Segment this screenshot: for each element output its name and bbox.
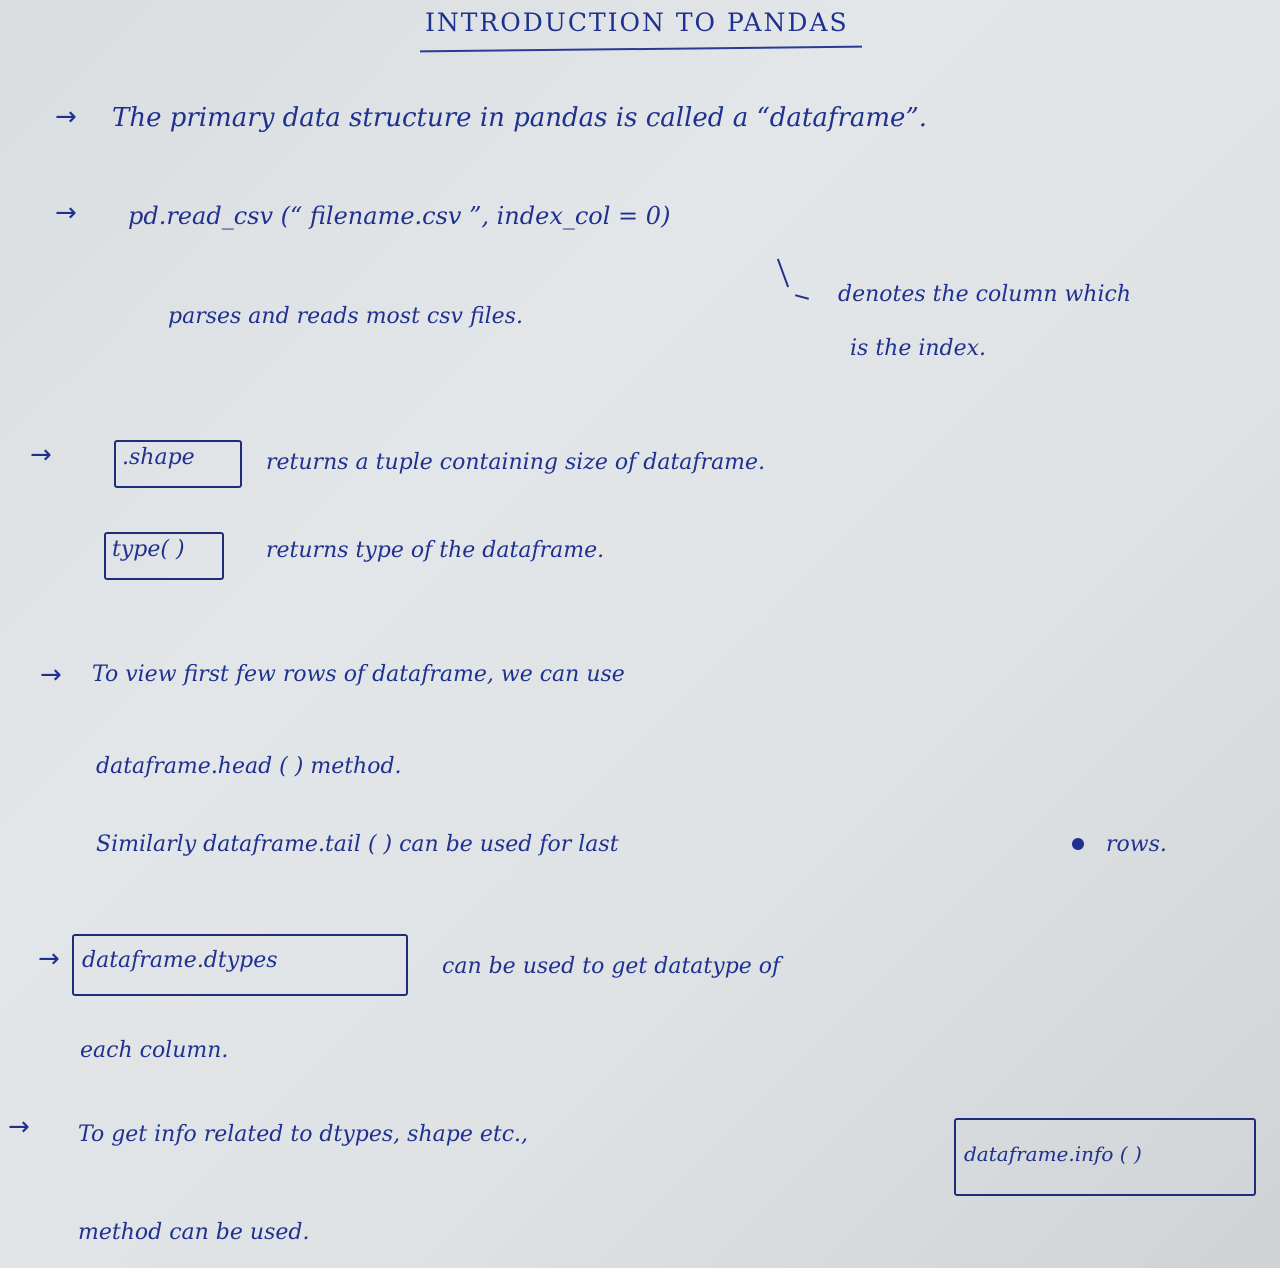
note-line-2: pd.read_csv (“ filename.csv ”, index_col = 0) — [128, 202, 671, 230]
note-line-7: To view first few rows of dataframe, we can use — [92, 662, 625, 687]
bullet-arrow-icon: → — [40, 660, 62, 690]
ink-dot — [1072, 838, 1084, 850]
bullet-arrow-icon: → — [8, 1112, 30, 1142]
type-box — [104, 532, 224, 580]
note-line-13: method can be used. — [78, 1220, 310, 1245]
note-line-9: Similarly dataframe.tail ( ) can be used for last — [96, 832, 619, 857]
note-line-6: returns type of the dataframe. — [266, 538, 605, 563]
note-line-10: can be used to get datatype of — [442, 954, 781, 979]
annotation-arrow-icon — [777, 259, 789, 288]
note-line-12: To get info related to dtypes, shape etc., — [78, 1122, 529, 1147]
note-line-5: returns a tuple containing size of dataframe. — [266, 450, 766, 475]
note-line-1: The primary data structure in pandas is called a “dataframe”. — [112, 103, 928, 133]
dtypes-label: dataframe.dtypes — [82, 948, 278, 973]
type-label: type( ) — [112, 537, 185, 562]
bullet-arrow-icon: → — [55, 198, 77, 228]
dtypes-box — [72, 934, 408, 996]
bullet-arrow-icon: → — [55, 102, 77, 132]
title-underline — [420, 46, 862, 53]
shape-label: .shape — [122, 445, 195, 470]
note-line-3: parses and reads most csv files. — [168, 304, 523, 329]
note-line-8: dataframe.head ( ) method. — [96, 754, 402, 779]
annotation-line-2: is the index. — [850, 336, 987, 361]
page-title: INTRODUCTION TO PANDAS — [425, 8, 849, 37]
shape-box — [114, 440, 242, 488]
annotation-arrowhead-icon — [795, 294, 809, 300]
bullet-arrow-icon: → — [38, 944, 60, 974]
annotation-line-1: denotes the column which — [838, 282, 1132, 307]
note-line-11: each column. — [80, 1038, 229, 1063]
info-label: dataframe.info ( ) — [964, 1142, 1142, 1166]
info-box — [954, 1118, 1256, 1196]
bullet-arrow-icon: → — [30, 440, 52, 470]
note-line-9b: rows. — [1106, 832, 1167, 857]
